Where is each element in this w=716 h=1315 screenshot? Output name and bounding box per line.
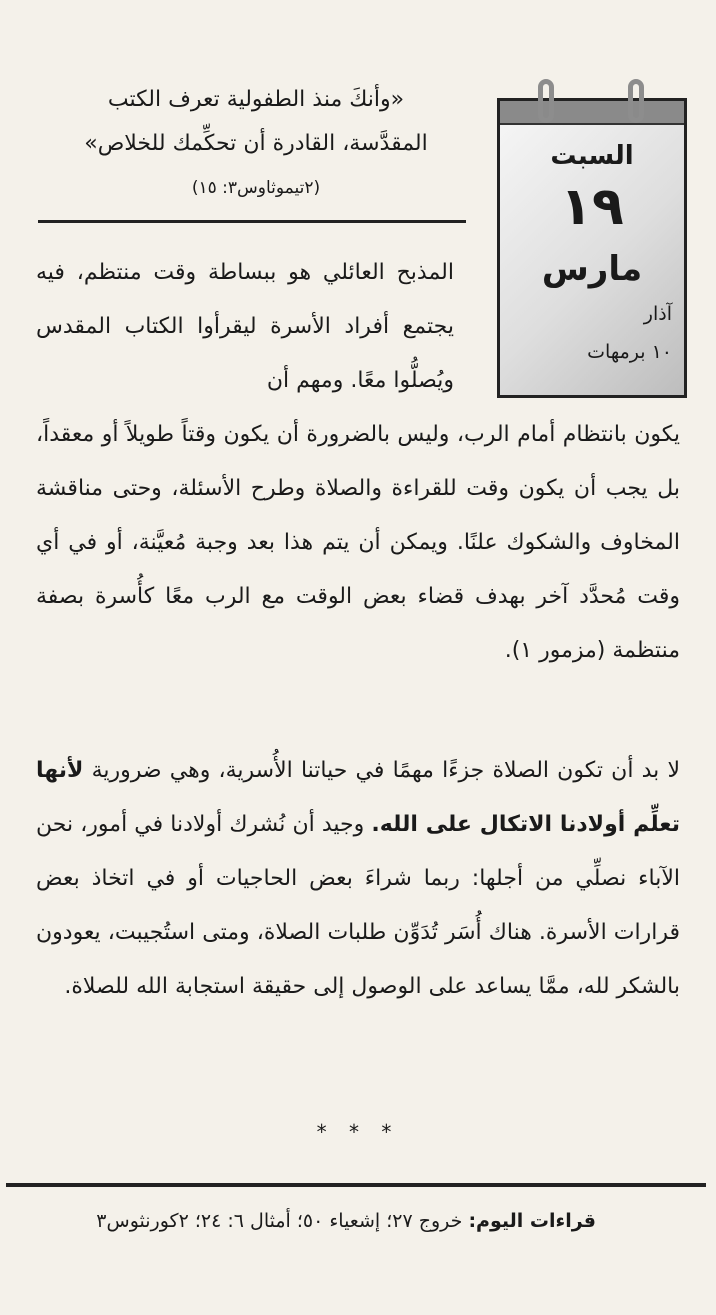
- calendar-alt-month: آذار: [643, 303, 672, 325]
- calendar-ring-icon: [628, 79, 644, 123]
- calendar-ring-icon: [538, 79, 554, 123]
- readings-label: قراءات اليوم:: [468, 1210, 596, 1232]
- calendar-widget: [497, 98, 687, 398]
- body-emphasis: لأنها تعلِّم أولادنا الاتكال على الله.: [36, 758, 680, 837]
- verse-line: المقدَّسة، القادرة أن تحكِّمك للخلاص»: [84, 131, 428, 156]
- divider: [38, 220, 466, 223]
- body-paragraph: [36, 744, 680, 1014]
- body-text: وجيد أن نُشرك أولادنا في أمور، نحن الآباء نصلِّي من أجلها: ربما شراءَ بعض الحاجيات أو في اتخاذ بعض قرارات الأسرة. هناك أُسَر تُدَوِّن طلبات الصلاة، ومتى استُجيبت، يعودون بالشكر لله، ممَّا يساعد على الوصول إلى حقيقة استجابة الله للصلاة.: [36, 812, 680, 999]
- verse-reference: (٢تيموثاوس٣: ١٥): [191, 178, 321, 198]
- daily-readings: [20, 1210, 596, 1232]
- body-text: لا بد أن تكون الصلاة جزءًا مهمًا في حياتنا الأُسرية، وهي ضرورية: [91, 758, 680, 783]
- footer-divider: [6, 1183, 706, 1187]
- calendar-day: السبت: [550, 141, 634, 171]
- readings-text: خروج ٢٧؛ إشعياء ٥٠؛ أمثال ٦: ٢٤؛ ٢كورنثوس٣: [96, 1210, 463, 1232]
- verse-line: «وأنكَ منذ الطفولية تعرف الكتب: [107, 87, 405, 112]
- calendar-top-band: [500, 101, 684, 125]
- body-paragraph-continued: يكون بانتظام أمام الرب، وليس بالضرورة أن يكون وقتاً طويلاً أو معقداً، بل يجب أن يكون وقت للقراءة والصلاة وطرح الأسئلة، وحتى مناقشة المخاوف والشكوك علنًا. ويمكن أن يتم هذا بعد وجبة مُعيَّنة، أو في أي وقت مُحدَّد آخر بهدف قضاء بعض الوقت مع الرب معًا كأُسرة بصفة منتظمة (مزمور ١).: [36, 422, 680, 663]
- calendar-date: ١٩: [560, 177, 624, 237]
- section-separator: * * *: [316, 1120, 400, 1144]
- calendar-coptic-date: ١٠ برمهات: [587, 341, 672, 363]
- verse-quote: [36, 78, 476, 166]
- calendar-month: مارس: [541, 249, 643, 289]
- body-paragraph-start: المذبح العائلي هو ببساطة وقت منتظم، فيه يجتمع أفراد الأسرة ليقرأوا الكتاب المقدس ويُصلُّوا معًا. ومهم أن: [36, 260, 454, 393]
